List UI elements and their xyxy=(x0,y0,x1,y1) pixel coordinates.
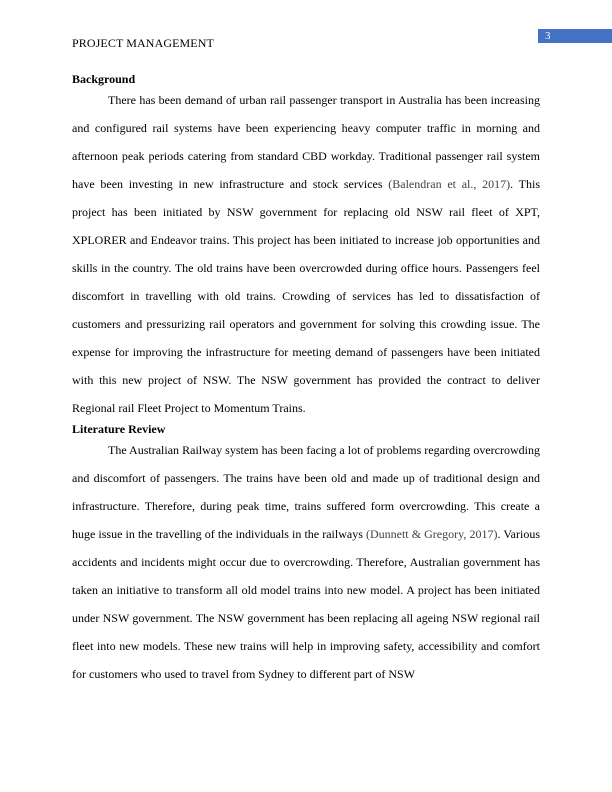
literature-review-paragraph xyxy=(72,436,540,688)
running-header: PROJECT MANAGEMENT xyxy=(72,36,214,50)
background-text-1: There has been demand of urban rail passenger transport in Australia has been increasing and configured rail systems have been experiencing heavy computer traffic in morning and afternoon peak periods catering from standard CBD workday. Traditional passenger rail system have been investing in new infrastructure and stock services xyxy=(72,93,540,191)
literature-review-citation: (Dunnett & Gregory, 2017) xyxy=(365,527,498,541)
literature-review-heading: Literature Review xyxy=(72,422,166,436)
background-heading: Background xyxy=(72,72,136,86)
background-paragraph xyxy=(72,86,540,422)
literature-review-text-1: The Australian Railway system has been facing a lot of problems regarding overcrowding and discomfort of passengers. The trains have been old and made up of traditional design and infrastructure. Therefore, during peak time, trains suffered form overcrowding. This create a huge issue in the travelling of the individuals in the railways xyxy=(72,443,540,541)
page-number-badge xyxy=(538,29,612,43)
document-body xyxy=(72,72,540,688)
background-citation: (Balendran et al., 2017) xyxy=(388,177,511,191)
background-text-2: . This project has been initiated by NSW government for replacing old NSW rail fleet of XPT, XPLORER and Endeavor trains. This project has been initiated to increase job opportunities and skills in the country. The old trains have been overcrowded during office hours. Passengers feel discomfort in travelling with old trains. Crowding of services has led to dissatisfaction of customers and pressurizing rail operators and government for solving this crowding issue. The expense for improving the infrastructure for meeting demand of passengers have been initiated with this new project of NSW. The NSW government has provided the contract to deliver Regional rail Fleet Project to Momentum Trains. xyxy=(72,177,540,415)
page-number: 3 xyxy=(545,30,551,42)
literature-review-text-2: . Various accidents and incidents might occur due to overcrowding. Therefore, Australian government has taken an initiative to transform all old model trains into new model. A project has been initiated under NSW government. The NSW government has been replacing all ageing NSW regional rail fleet into new models. These new trains will help in improving safety, accessibility and comfort for customers who used to travel from Sydney to different part of NSW xyxy=(72,527,540,681)
